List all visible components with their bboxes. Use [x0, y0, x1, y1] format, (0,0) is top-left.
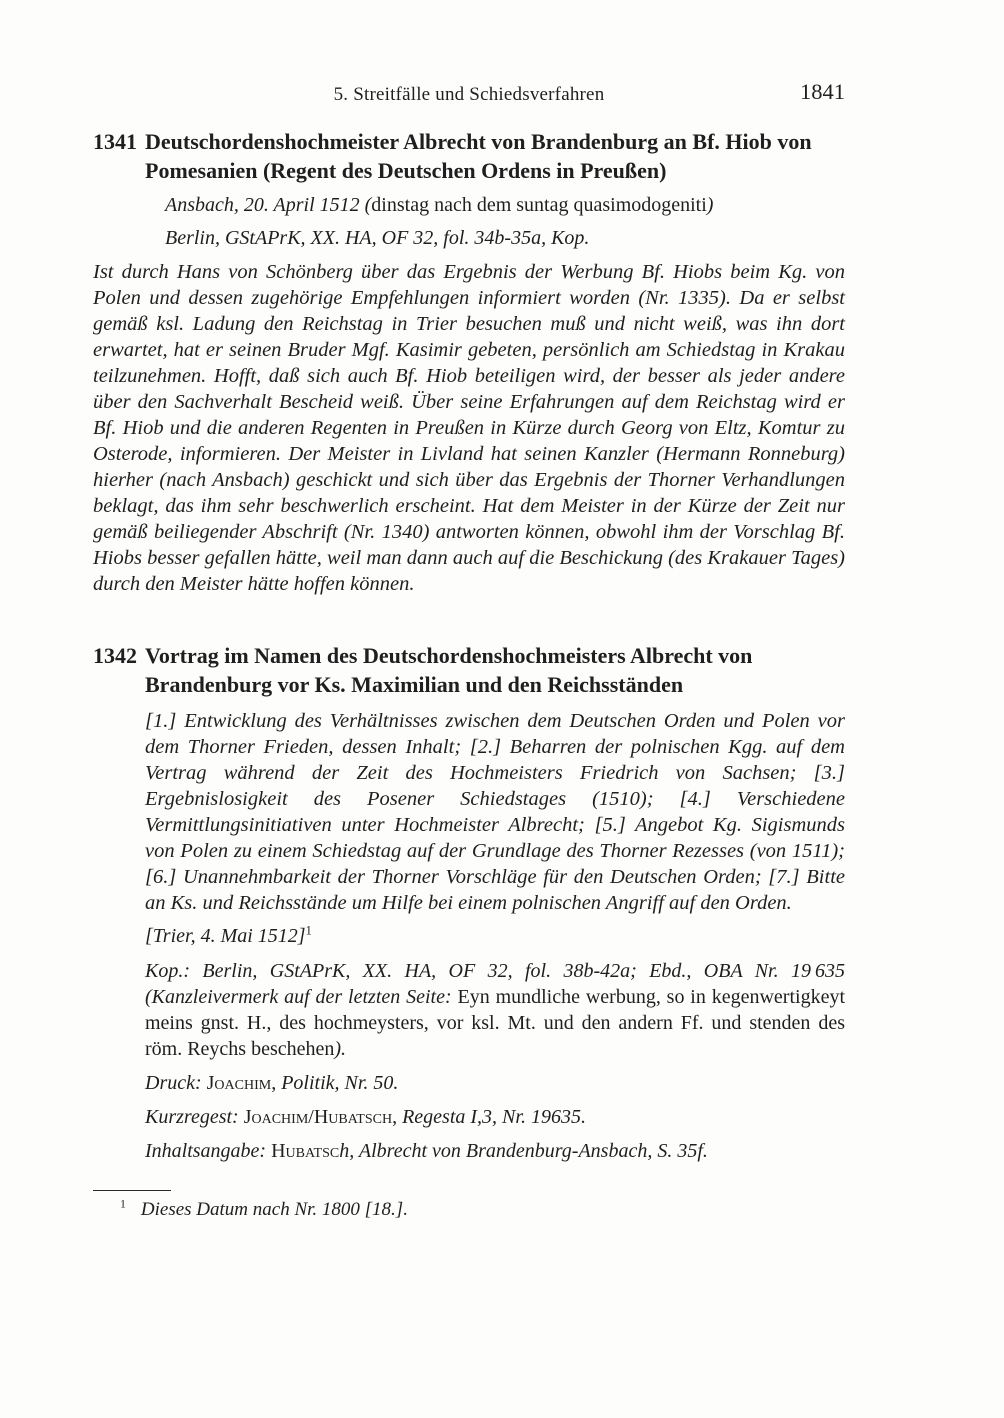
entry-1342-head	[93, 641, 845, 1164]
text-segment: Eyn mundliche werbung, so in kegenwertigkeyt meins gnst. H., des hochmeysters, vor ksl. Mt. und den andern Ff. und stenden des röm. Reychs beschehen	[145, 986, 845, 1060]
text-segment: Hubatsc	[271, 1140, 340, 1162]
text-segment: ,	[271, 1072, 282, 1094]
text-segment: Berlin, GStAPrK, XX. HA, OF 32, fol. 34b-35a, Kop.	[165, 227, 590, 249]
entry-kurzregest-line	[145, 1104, 845, 1130]
page-number: 1841	[800, 79, 845, 104]
text-segment: Joachim	[206, 1072, 272, 1094]
entry-1341-head	[93, 127, 845, 251]
text-segment: Politik, Nr. 50.	[281, 1072, 399, 1094]
text-segment: )	[706, 194, 714, 216]
text-segment: ).	[334, 1038, 347, 1060]
text-segment: Kop.: Berlin, GStAPrK, XX. HA, OF 32, fol. 38b-42a; Ebd., OBA Nr. 19 635 (Kanzleivermerk auf der letzten Seite:	[145, 960, 845, 1008]
text-segment: h, Albrecht von Brandenburg-Ansbach, S. 35f.	[339, 1140, 708, 1162]
text-segment: dinstag nach dem suntag quasimodogeniti	[371, 194, 707, 216]
running-header	[93, 79, 845, 109]
text-segment: Inhaltsangabe:	[145, 1140, 272, 1162]
entry-dateline	[145, 192, 845, 218]
footnote-block	[93, 1190, 845, 1222]
text-segment: Regesta I,3, Nr. 19635.	[402, 1106, 586, 1128]
entry-title: Deutschordenshochmeister Albrecht von Brandenburg an Bf. Hiob von Pomesanien (Regent des Deutschen Ordens in Preußen)	[145, 129, 812, 183]
text-segment: [Trier, 4. Mai 1512]	[145, 925, 306, 947]
entry-dateline	[145, 923, 845, 949]
entry-1341-body	[145, 127, 845, 251]
entry-druck-line	[145, 1070, 845, 1096]
footnote	[93, 1197, 845, 1222]
section-title: 5. Streitfälle und Schiedsverfahren	[333, 84, 605, 105]
entry-source-line	[145, 225, 845, 251]
text-block	[93, 79, 845, 1222]
text-segment: Ansbach, 20. April 1512 (	[165, 194, 372, 216]
entry-inhaltsangabe-line	[145, 1138, 845, 1164]
footnote-text: Dieses Datum nach Nr. 1800 [18.].	[140, 1199, 408, 1220]
text-segment: Joachim/Hubatsch	[243, 1106, 393, 1128]
entry-kop-line	[145, 958, 845, 1062]
entry-1342	[93, 641, 845, 1164]
text-segment: 1	[305, 923, 312, 938]
footnote-separator-rule	[93, 1190, 171, 1191]
entry-abstract: [1.] Entwicklung des Verhältnisses zwischen dem Deutschen Orden und Polen vor dem Thorner Frieden, dessen Inhalt; [2.] Beharren der polnischen Kgg. auf dem Vertrag während der Zeit des Hochmeisters Friedrich von Sachsen; [3.] Ergebnislosigkeit des Posener Schiedstages (1510); [4.] Verschiedene Vermittlungsinitiativen unter Hochmeister Albrecht; [5.] Angebot Kg. Sigismunds von Polen zu einem Schiedstag auf der Grundlage des Thorner Rezesses (von 1511); [6.] Unannehmbarkeit der Thorner Vorschläge für den Deutschen Orden; [7.] Bitte an Ks. und Reichsstände um Hilfe bei einem polnischen Angriff auf den Orden.	[145, 710, 845, 914]
entry-title: Vortrag im Namen des Deutschordenshochmeisters Albrecht von Brandenburg vor Ks. Maximilian und den Reichsständen	[145, 643, 753, 697]
footnote-marker: 1	[120, 1197, 126, 1211]
entry-summary: Ist durch Hans von Schönberg über das Ergebnis der Werbung Bf. Hiobs beim Kg. von Polen und dessen zugehörige Empfehlungen informiert worden (Nr. 1335). Da er selbst gemäß ksl. Ladung den Reichstag in Trier besuchen muß und nicht weiß, was ihn dort erwartet, hat er seinen Bruder Mgf. Kasimir gebeten, persönlich am Schiedstag in Krakau teilzunehmen. Hofft, daß sich auch Bf. Hiob beteiligen wird, der besser als jeder andere über den Sachverhalt Bescheid weiß. Über seine Erfahrungen auf dem Reichstag wird er Bf. Hiob und die anderen Regenten in Preußen in Kürze durch Georg von Eltz, Komtur zu Osterode, informieren. Der Meister in Livland hat seinen Kanzler (Hermann Ronneburg) hierher (nach Ansbach) geschickt und sich über das Ergebnis der Thorner Verhandlungen beklagt, das ihm sehr beschwerlich erscheint. Hat dem Meister in der Kürze der Zeit nur gemäß beiliegender Abschrift (Nr. 1340) antworten können, obwohl ihm der Vorschlag Bf. Hiobs besser gefallen hätte, weil man dann auch auf die Beschickung (des Krakauer Tages) durch den Meister hätte hoffen können.	[93, 261, 845, 595]
entry-number: 1342	[93, 643, 137, 668]
entry-number: 1341	[93, 129, 137, 154]
entry-1342-body	[145, 641, 845, 1164]
entry-1341	[93, 127, 845, 597]
text-segment: ,	[392, 1106, 403, 1128]
text-segment: Druck:	[145, 1072, 207, 1094]
text-segment: Kurzregest:	[145, 1106, 244, 1128]
